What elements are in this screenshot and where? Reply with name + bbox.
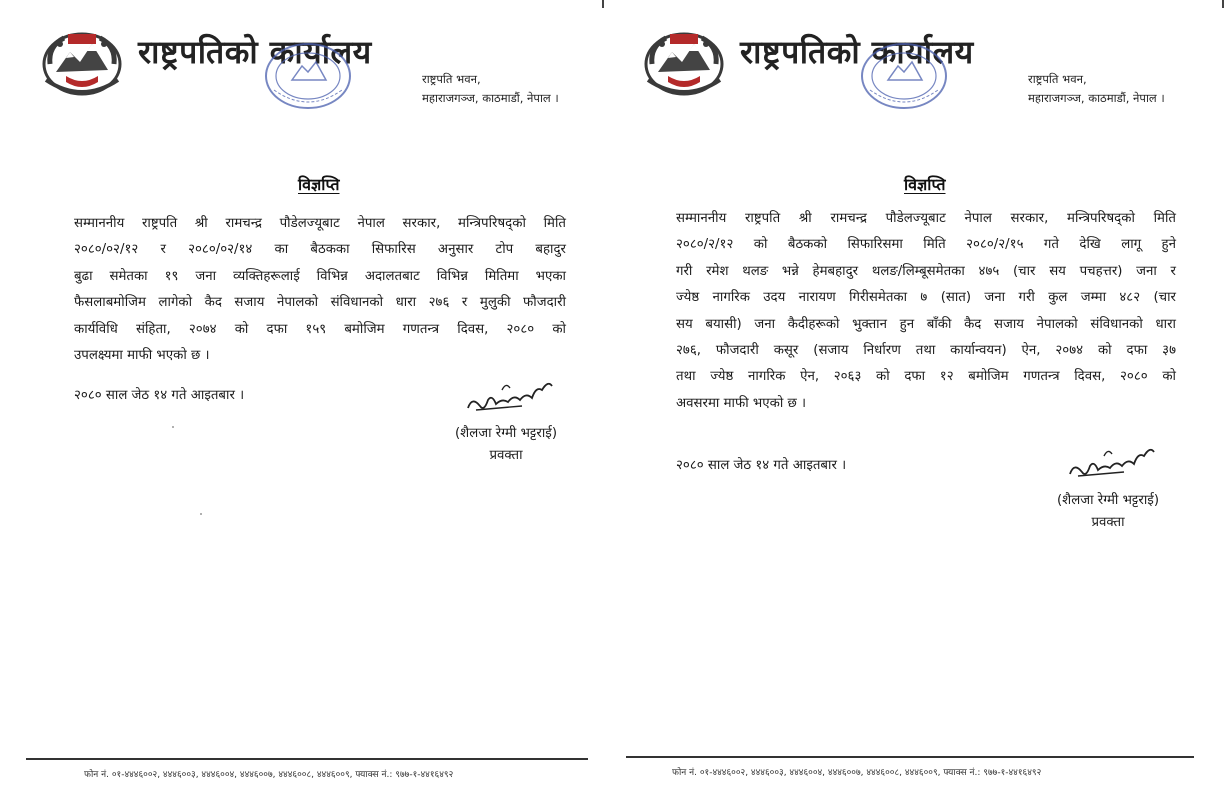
press-release-page-left (0, 0, 608, 790)
body-line: २७६, फौजदारी कसूर (सजाय निर्धारण तथा कार्यान्वयन) ऐन, २०७४ को दफा ३७ (676, 343, 1176, 359)
nepal-emblem-icon (642, 24, 726, 98)
release-date: २०८० साल जेठ १४ गते आइतबार । (676, 458, 847, 473)
nepal-emblem-icon (40, 24, 124, 98)
office-stamp-icon (858, 40, 950, 112)
address-line: महाराजगञ्ज, काठमाडौं, नेपाल । (422, 91, 559, 105)
body-line: उपलक्ष्यमा माफी भएको छ । (74, 348, 210, 364)
footer-contact: फोन नं. ०१-४४४६००२, ४४४६००३, ४४४६००४, ४४४६००७, ४४४६००८, ४४४६००९, फ्याक्स नं.: ९७७-१-४४१६४९२ (84, 770, 454, 780)
footer-rule (626, 756, 1194, 758)
body-line: सम्माननीय राष्ट्रपति श्री रामचन्द्र पौडेलज्यूबाट नेपाल सरकार, मन्त्रिपरिषद्को मिति (676, 211, 1176, 226)
office-title: राष्ट्रपतिको कार्यालय (138, 33, 372, 71)
signer-name: (शैलजा रेग्मी भट्टराई) (454, 426, 558, 441)
body-line: बुढा समेतका १९ जना व्यक्तिहरूलाई विभिन्न अदालतबाट विभिन्न मितिमा भएका (74, 268, 566, 284)
body-line: सम्माननीय राष्ट्रपति श्री रामचन्द्र पौडेलज्यूबाट नेपाल सरकार, मन्त्रिपरिषद्को मिति (74, 216, 566, 231)
footer-rule (26, 758, 588, 760)
release-heading: विज्ञप्ति (904, 175, 946, 194)
signer-title: प्रवक्ता (489, 448, 523, 463)
page-edge-mark (602, 0, 604, 8)
scan-speck (200, 513, 202, 515)
signer-title: प्रवक्ता (1091, 515, 1125, 530)
release-date: २०८० साल जेठ १४ गते आइतबार । (74, 388, 245, 403)
body-line: तथा ज्येष्ठ नागरिक ऐन, २०६३ को दफा १२ बमोजिम गणतन्त्र दिवस, २०८० को (676, 369, 1176, 385)
footer-contact: फोन नं. ०१-४४४६००२, ४४४६००३, ४४४६००४, ४४४६००७, ४४४६००८, ४४४६००९, फ्याक्स नं.: ९७७-१-४४१६४९२ (672, 768, 1042, 778)
press-release-page-right (612, 0, 1230, 790)
signer-block (436, 423, 576, 467)
address-line: राष्ट्रपति भवन, (422, 72, 481, 86)
signer-block (1038, 490, 1178, 534)
office-title: राष्ट्रपतिको कार्यालय (740, 33, 974, 71)
release-body (676, 206, 1176, 417)
address-line: महाराजगञ्ज, काठमाडौं, नेपाल । (1028, 91, 1165, 105)
signature-icon (1064, 438, 1160, 484)
signer-name: (शैलजा रेग्मी भट्टराई) (1056, 493, 1160, 508)
page-edge-mark (1222, 0, 1224, 8)
release-body (74, 211, 566, 369)
signature-icon (462, 372, 558, 418)
office-address (1028, 70, 1165, 108)
body-line: २०८०/०२/१२ र २०८०/०२/१४ का बैठकका सिफारिस अनुसार टोप बहादुर (74, 242, 566, 258)
body-line: सय बयासी) जना कैदीहरूको भुक्तान हुन बाँकी कैद सजाय नेपालको संविधानको धारा (676, 316, 1176, 332)
office-address (422, 70, 559, 108)
address-line: राष्ट्रपति भवन, (1028, 72, 1087, 86)
scan-speck (172, 426, 174, 428)
office-stamp-icon (262, 40, 354, 112)
release-heading: विज्ञप्ति (298, 175, 340, 194)
body-line: अवसरमा माफी भएको छ । (676, 395, 807, 411)
body-line: फैसलाबमोजिम लागेको कैद सजाय नेपालको संविधानको धारा २७६ र मुलुकी फौजदारी (74, 295, 566, 311)
body-line: २०८०/२/१२ को बैठकको सिफारिसमा मिति २०८०/२/१५ गते देखि लागू हुने (676, 237, 1176, 253)
body-line: ज्येष्ठ नागरिक उदय नारायण गिरीसमेतका ७ (सात) जना गरी कुल जम्मा ४८२ (चार (676, 290, 1176, 306)
body-line: कार्यविधि संहिता, २०७४ को दफा १५९ बमोजिम गणतन्त्र दिवस, २०८० को (74, 321, 566, 337)
body-line: गरी रमेश थलङ भन्ने हेमबहादुर थलङ/लिम्बूसमेतका ४७५ (चार सय पचहत्तर) जना र (676, 263, 1176, 279)
